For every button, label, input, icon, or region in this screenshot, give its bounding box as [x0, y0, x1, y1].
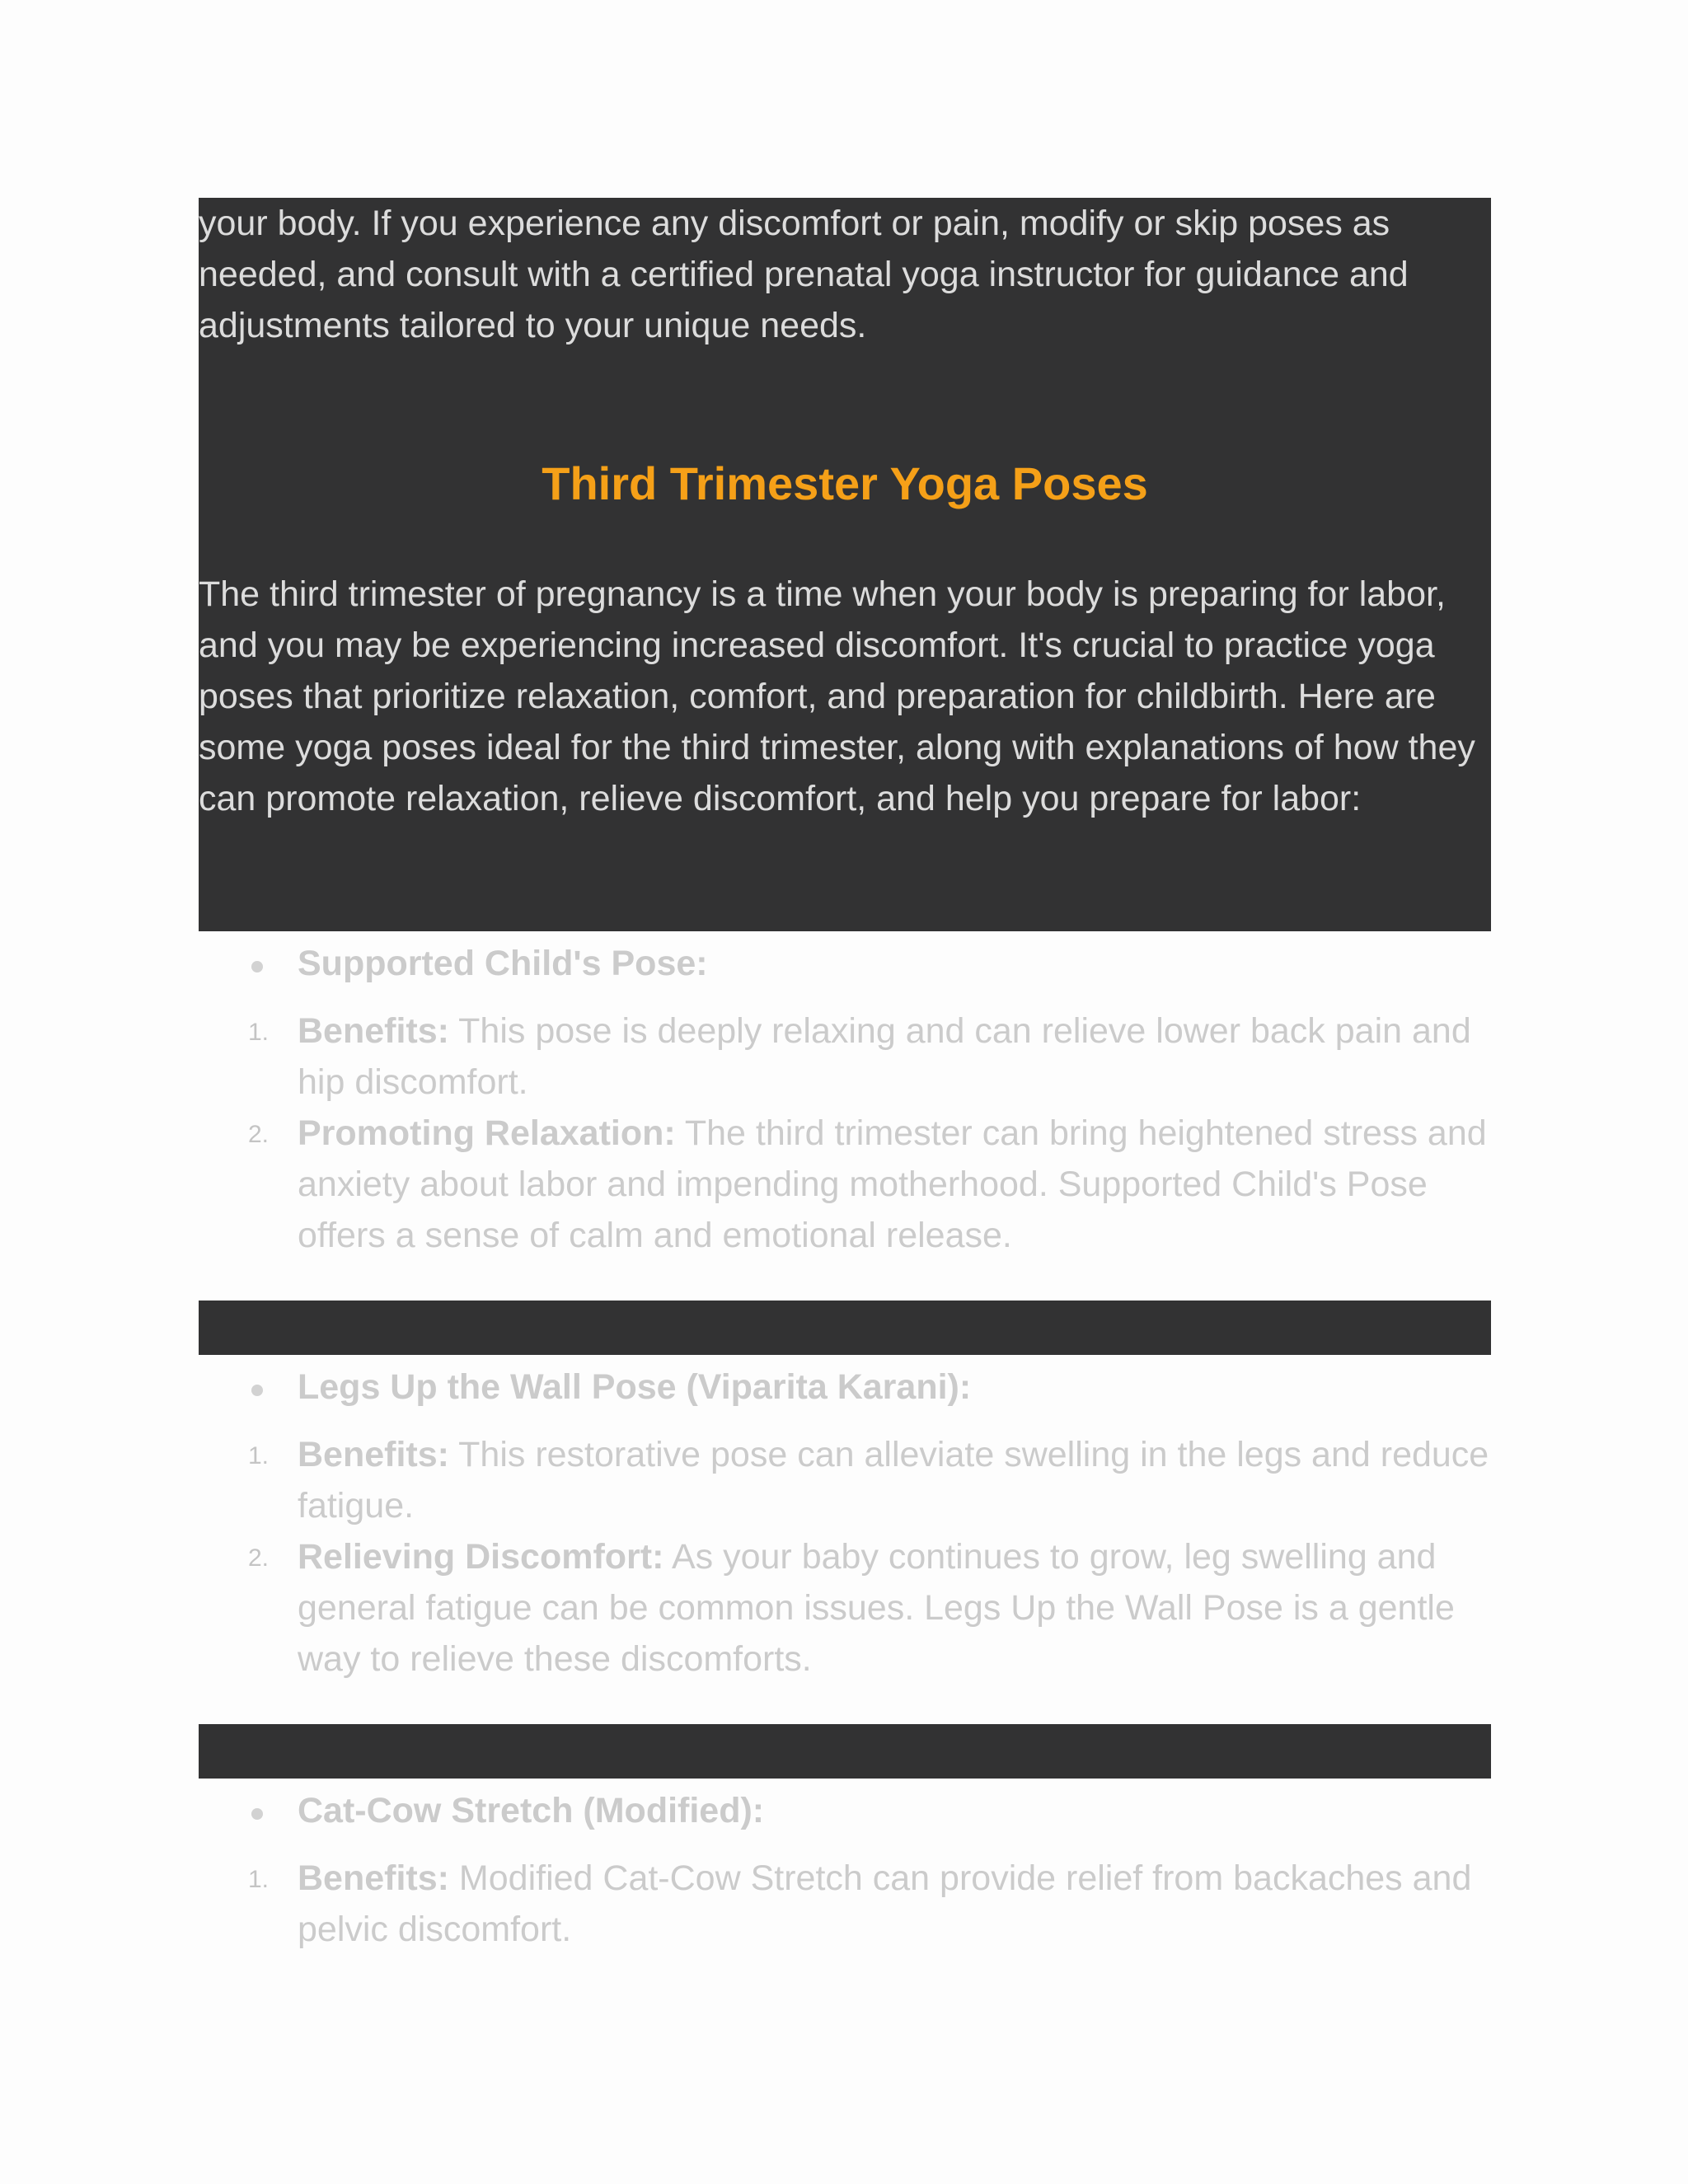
- point-text: As your baby continues to grow, leg swelling and general fatigue can be common issues. Legs Up the Wall Pose is a gentle way to relieve these discomforts.: [298, 1537, 1455, 1679]
- bullet-icon: [251, 961, 263, 972]
- intro-dark-section: [199, 198, 1491, 931]
- section-divider: [199, 1301, 1491, 1355]
- bullet-icon: [251, 1385, 263, 1396]
- pose-point: [199, 1531, 1491, 1685]
- list-number: 2.: [248, 1121, 270, 1148]
- pose-point: [199, 1429, 1491, 1531]
- point-label: Benefits:: [298, 1011, 449, 1051]
- list-number: 1.: [248, 1866, 270, 1893]
- point-text: Modified Cat-Cow Stretch can provide relief from backaches and pelvic discomfort.: [298, 1858, 1472, 1949]
- point-label: Benefits:: [298, 1435, 449, 1474]
- pose-title: Supported Child's Pose:: [298, 944, 708, 983]
- list-number: 1.: [248, 1019, 270, 1046]
- pose-item: [199, 931, 1491, 1261]
- pose-item: [199, 1779, 1491, 1955]
- pose-point: [199, 1005, 1491, 1108]
- pose-title: Legs Up the Wall Pose (Viparita Karani):: [298, 1367, 972, 1407]
- document-page: [199, 198, 1491, 1955]
- point-label: Relieving Discomfort:: [298, 1537, 664, 1577]
- point-label: Benefits:: [298, 1858, 449, 1898]
- pose-title: Cat-Cow Stretch (Modified):: [298, 1791, 765, 1830]
- point-label: Promoting Relaxation:: [298, 1113, 676, 1153]
- section-divider: [199, 1724, 1491, 1779]
- continued-paragraph: your body. If you experience any discomfort or pain, modify or skip poses as needed, and consult with a certified prenatal yoga instructor for guidance and adjustments tailored to your unique needs.: [199, 204, 1409, 345]
- list-number: 1.: [248, 1442, 270, 1469]
- pose-point: [199, 1853, 1491, 1955]
- point-text: This pose is deeply relaxing and can relieve lower back pain and hip discomfort.: [298, 1011, 1471, 1102]
- pose-point: [199, 1108, 1491, 1261]
- pose-item: [199, 1355, 1491, 1685]
- section-intro-paragraph: The third trimester of pregnancy is a time when your body is preparing for labor, and you may be experiencing increased discomfort. It's crucial to practice yoga poses that prioritize relaxation, comfort, and preparation for childbirth. Here are some yoga poses ideal for the third trimester, along with explanations of how they can promote relaxation, relieve discomfort, and help you prepare for labor:: [199, 574, 1475, 818]
- list-number: 2.: [248, 1544, 270, 1572]
- point-text: This restorative pose can alleviate swelling in the legs and reduce fatigue.: [298, 1435, 1489, 1526]
- section-title: Third Trimester Yoga Poses: [542, 457, 1148, 509]
- point-text: The third trimester can bring heightened stress and anxiety about labor and impending motherhood. Supported Child's Pose offers a sense of calm and emotional release.: [298, 1113, 1487, 1255]
- bullet-icon: [251, 1808, 263, 1820]
